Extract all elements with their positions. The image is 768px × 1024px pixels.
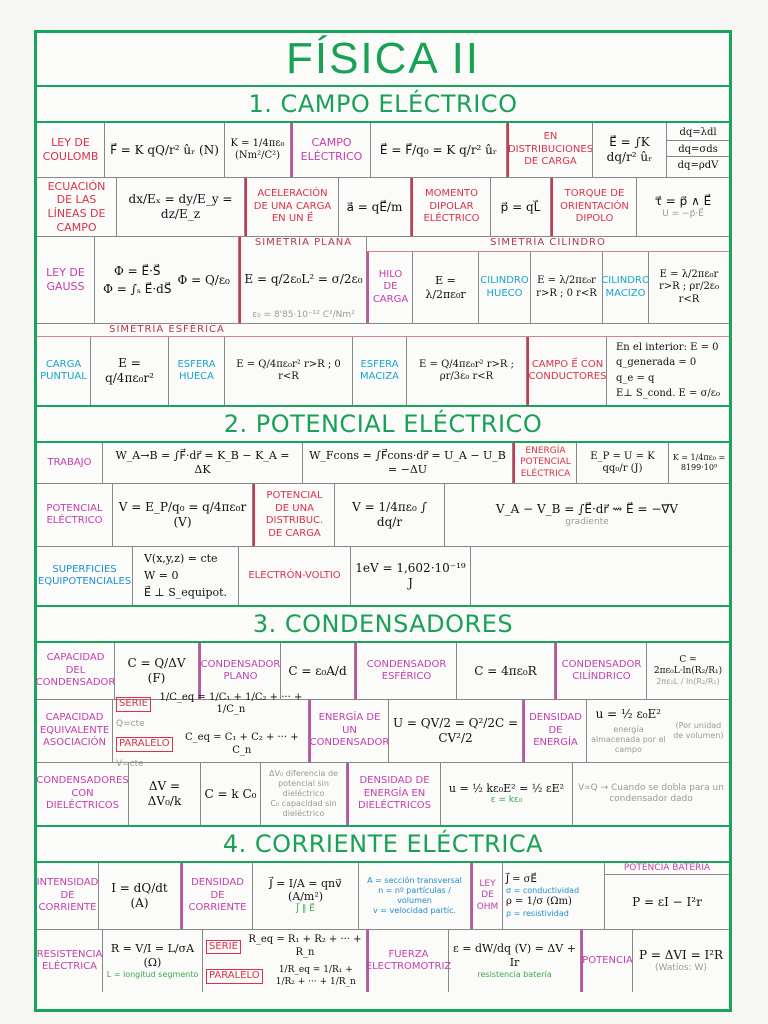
formula-electron-voltio: 1eV = 1,602·10⁻¹⁹ J xyxy=(351,547,471,605)
label-paralelo: PARALELO xyxy=(116,737,173,752)
formula-sheet xyxy=(34,30,732,1012)
formula-esfera-hueca: E = Q/4πε₀r² r>R ; 0 r<R xyxy=(225,337,353,405)
label-ley-coulomb: LEY DE COULOMB xyxy=(37,123,105,177)
fem-box xyxy=(449,930,581,992)
note-seccion: A = sección transversal xyxy=(367,876,462,885)
s4-row-1 xyxy=(37,863,729,930)
note-resistividad: ρ = resistividad xyxy=(506,908,569,918)
label-condensador-cilindrico: CONDENSADOR CILÍNDRICO xyxy=(555,643,647,699)
equipot-v: V(x,y,z) = cte xyxy=(143,552,218,566)
formula-energia-potencial: E_P = U = K qq₀/r (J) xyxy=(577,443,669,483)
variables-box xyxy=(359,863,471,929)
label-hilo: HILO DE CARGA xyxy=(367,252,413,323)
formula-carga-puntual: E = q/4πε₀r² xyxy=(91,337,169,405)
label-trabajo: TRABAJO xyxy=(37,443,103,483)
note-velocidad: v = velocidad partíc. xyxy=(372,906,457,915)
formula-capacidad: C = Q/ΔV (F) xyxy=(115,643,199,699)
section-3-header: 3. CONDENSADORES xyxy=(37,607,729,643)
label-condensador-esferico: CONDENSADOR ESFÉRICO xyxy=(355,643,457,699)
formula-ohm: J⃗ = σE⃗ xyxy=(506,873,537,885)
subhead-simetria-plana: SIMETRÍA PLANA xyxy=(254,237,353,248)
potencia-bateria-box xyxy=(605,863,729,929)
formula-lineas: dx/Eₓ = dy/E_y = dz/E_z xyxy=(117,178,245,236)
label-distribuciones: EN DISTRIBUCIONES DE CARGA xyxy=(507,123,593,177)
label-torque: TORQUE DE ORIENTACIÓN DIPOLO xyxy=(551,178,637,236)
formula-flujo-integral: Φ = ∫ₛ E⃗·dS⃗ xyxy=(103,281,172,296)
formula-torque: τ⃗ = p⃗ ∧ E⃗ xyxy=(654,193,712,208)
formula-cilindro-hueco: E = λ/2πε₀r r>R ; 0 r<R xyxy=(531,252,603,323)
note-conductividad: σ = conductividad xyxy=(506,886,580,895)
s2-row-2 xyxy=(37,484,729,547)
page-title: FÍSICA II xyxy=(285,34,481,83)
label-energia-condensador: ENERGÍA DE UN CONDENSADOR xyxy=(309,700,389,762)
note-epsilon-k: ε = kε₀ xyxy=(490,795,523,806)
note-dv0: ΔV₀ diferencia de potencial sin dieléctrico xyxy=(269,769,338,798)
note-j-paralelo: J⃗ ∥ E⃗ xyxy=(296,904,315,915)
formula-gauss: Φ = Q/ε₀ xyxy=(177,272,230,287)
conductor-interior: En el interior: E = 0 xyxy=(616,341,719,353)
label-aceleracion: ACELERACIÓN DE UNA CARGA EN UN E⃗ xyxy=(245,178,339,236)
subhead-esferica-row xyxy=(37,324,729,337)
dq-box xyxy=(667,123,729,177)
label-esfera-hueca: ESFERA HUECA xyxy=(169,337,225,405)
asociacion-box xyxy=(113,691,309,769)
formula-trabajo-conservativo: W_Fcons = ∫F⃗cons·dr⃗ = U_A − U_B = −ΔU xyxy=(303,443,513,483)
formula-serie-r: R_eq = R₁ + R₂ + ··· + R_n xyxy=(248,934,362,958)
densidad-corriente-box xyxy=(253,863,359,929)
simetria-plana-box xyxy=(239,237,367,323)
label-resistencia: RESISTENCIA ELÉCTRICA xyxy=(37,930,103,992)
cilindrico-box xyxy=(647,643,729,699)
potencia-box xyxy=(633,930,729,992)
resistencia-box xyxy=(103,930,203,992)
formula-paralelo: C_eq = C₁ + C₂ + ··· + C_n xyxy=(185,732,299,756)
label-ley-ohm: LEY DE OHM xyxy=(471,863,503,929)
gradiente-box xyxy=(445,484,729,546)
note-v-cte: V=cte xyxy=(116,759,144,769)
gauss-box xyxy=(95,237,239,323)
note-longitud: L = longitud segmento xyxy=(106,969,199,979)
formula-resistividad: ρ = 1/σ (Ωm) xyxy=(506,896,572,907)
label-electron-voltio: ELECTRÓN-VOLTIO xyxy=(239,547,351,605)
formula-plana: E = q/2ε₀L² = σ/2ε₀ xyxy=(244,272,363,287)
label-intensidad: INTENSIDAD DE CORRIENTE xyxy=(37,863,99,929)
label-potencia-bateria: POTENCIA BATERÍA xyxy=(605,863,729,875)
s1-row-3 xyxy=(37,237,729,324)
formula-cilindrico: C = 2πε₀L·ln(R₂/R₁) xyxy=(653,654,723,676)
formula-serie: 1/C_eq = 1/C₁ + 1/C₂ + ··· + 1/C_n xyxy=(159,691,303,716)
formula-paralelo-r: 1/R_eq = 1/R₁ + 1/R₂ + ··· + 1/R_n xyxy=(275,965,356,987)
formula-momento: p⃗ = qL⃗ xyxy=(491,178,551,236)
s4-row-2 xyxy=(37,930,729,992)
label-cilindro-macizo: CILINDRO MACIZO xyxy=(603,252,649,323)
label-lineas-campo: ECUACIÓN DE LAS LÍNEAS DE CAMPO xyxy=(37,178,117,236)
formula-densidad-corriente: J⃗ = I/A = qnv⃗ (A/m²) xyxy=(269,876,342,904)
note-proporcional: V∝Q → Cuando se dobla para un condensador dado xyxy=(578,782,724,804)
subhead-simetria-esferica: SIMETRÍA ESFÉRICA xyxy=(109,324,225,335)
formula-intensidad: I = dQ/dt (A) xyxy=(99,863,181,929)
formula-energia-dipolo: U = −p⃗·E⃗ xyxy=(662,208,704,219)
note-resistencia-bateria: resistencia batería xyxy=(477,969,552,979)
s1-row-1 xyxy=(37,123,729,178)
label-capacidad-equivalente: CAPACIDAD EQUIVALENTE ASOCIACIÓN xyxy=(37,700,113,762)
label-cilindro-hueco: CILINDRO HUECO xyxy=(479,252,531,323)
simetria-cilindro-box xyxy=(367,237,729,323)
label-campo-electrico: CAMPO ELÉCTRICO xyxy=(291,123,371,177)
formula-hilo: E = λ/2πε₀r xyxy=(413,252,479,323)
formula-c-dielectrico: C = k C₀ xyxy=(201,763,261,825)
formula-densidad-energia: u = ½ ε₀E² xyxy=(595,707,662,721)
formula-coulomb: F⃗ = K qQ/r² ûᵣ (N) xyxy=(105,123,225,177)
note-watios: (Watios: W) xyxy=(655,962,707,973)
note-particulas: n = nº partículas / volumen xyxy=(378,886,451,905)
label-dielectricos: CONDENSADORES CON DIELÉCTRICOS xyxy=(37,763,129,825)
formula-cilindro-macizo: E = λ/2πε₀r r>R ; ρr/2ε₀ r<R xyxy=(659,268,719,305)
s3-row-3 xyxy=(37,763,729,827)
label-condensador-plano: CONDENSADOR PLANO xyxy=(199,643,281,699)
conductores-box xyxy=(607,337,729,405)
formula-fem: ε = dW/dq (V) = ΔV + Ir xyxy=(453,942,576,969)
equipot-box xyxy=(133,547,239,605)
blank-cell xyxy=(471,547,729,605)
label-serie-r: SERIE xyxy=(206,940,241,955)
conductor-qgen: q_generada = 0 xyxy=(616,357,697,368)
label-paralelo-r: PARALELO xyxy=(206,969,263,984)
label-densidad-corriente: DENSIDAD DE CORRIENTE xyxy=(181,863,253,929)
label-energia-potencial: ENERGÍA POTENCIAL ELÉCTRICA xyxy=(513,443,577,483)
formula-flujo: Φ = E⃗·S⃗ xyxy=(114,263,161,278)
formula-k: K = 1/4πε₀ (Nm²/C²) xyxy=(225,123,291,177)
formula-potencial-distribucion: V = 1/4πε₀ ∫ dq/r xyxy=(335,484,445,546)
subhead-simetria-cilindro: SIMETRÍA CILINDRO xyxy=(367,237,729,252)
equipot-w: W = 0 xyxy=(143,569,179,583)
equipot-e: E⃗ ⊥ S_equipot. xyxy=(143,585,228,599)
label-momento-dipolar: MOMENTO DIPOLAR ELÉCTRICO xyxy=(411,178,491,236)
dq-surface: dq=σds xyxy=(667,144,729,158)
section-1-header: 1. CAMPO ELÉCTRICO xyxy=(37,85,729,123)
formula-aceleracion: a⃗ = qE⃗/m xyxy=(339,178,411,236)
formula-distribucion: E⃗ = ∫K dq/r² ûᵣ xyxy=(593,123,667,177)
label-potencial: POTENCIAL ELÉCTRICO xyxy=(37,484,113,546)
formula-resistencia: R = V/I = L/σA (Ω) xyxy=(110,942,195,969)
s2-row-3 xyxy=(37,547,729,607)
note-gradiente: gradiente xyxy=(565,516,609,527)
ohm-box xyxy=(503,863,605,929)
label-gauss: LEY DE GAUSS xyxy=(37,237,95,323)
note-c0: C₀ capacidad sin dieléctrico xyxy=(270,799,337,818)
s1-row-4 xyxy=(37,337,729,407)
dielectrico-notes xyxy=(261,763,347,825)
section-2-header: 2. POTENCIAL ELÉCTRICO xyxy=(37,407,729,443)
s1-row-2 xyxy=(37,178,729,237)
formula-dv-dielectrico: ΔV = ΔV₀/k xyxy=(129,763,201,825)
formula-cilindrico-alt: 2πε₀L / ln(R₂/R₁) xyxy=(656,677,720,687)
label-serie: SERIE xyxy=(116,697,151,712)
label-potencial-distribucion: POTENCIAL DE UNA DISTRIBUC. DE CARGA xyxy=(253,484,335,546)
label-densidad-energia: DENSIDAD DE ENERGÍA xyxy=(523,700,587,762)
formula-densidad-dielectrico: u = ½ kε₀E² = ½ εE² xyxy=(448,781,565,795)
formula-campo: E⃗ = F⃗/q₀ = K q/r² ûᵣ xyxy=(371,123,507,177)
label-superficies: SUPERFICIES EQUIPOTENCIALES xyxy=(37,547,133,605)
formula-energia-condensador: U = QV/2 = Q²/2C = CV²/2 xyxy=(389,700,523,762)
s2-row-1 xyxy=(37,443,729,484)
formula-trabajo: W_A→B = ∫F⃗·dr⃗ = K_B − K_A = ΔK xyxy=(103,443,303,483)
label-carga-puntual: CARGA PUNTUAL xyxy=(37,337,91,405)
asociacion-resistencias xyxy=(203,930,367,992)
dq-line: dq=λdl xyxy=(667,127,729,141)
formula-k-value: K = 1/4πε₀ = 8199·10⁹ xyxy=(672,453,726,472)
section-4-header: 4. CORRIENTE ELÉCTRICA xyxy=(37,827,729,863)
densidad-box xyxy=(587,700,729,762)
formula-esfera-maciza: E = Q/4πε₀r² r>R ; ρr/3ε₀ r<R xyxy=(407,337,527,405)
dq-volume: dq=ρdV xyxy=(677,160,719,172)
formula-potencial: V = E_P/q₀ = q/4πε₀r (V) xyxy=(113,484,253,546)
label-densidad-dielectricos: DENSIDAD DE ENERGÍA EN DIELÉCTRICOS xyxy=(347,763,441,825)
note-almacenada: energía almacenada por el campo xyxy=(591,725,666,754)
label-capacidad: CAPACIDAD DEL CONDENSADOR xyxy=(37,643,115,699)
note-unidad-volumen: (Por unidad de volumen) xyxy=(673,721,724,740)
label-conductores: CAMPO E⃗ CON CONDUCTORES xyxy=(527,337,607,405)
s3-row-2 xyxy=(37,691,729,769)
torque-box xyxy=(637,178,729,236)
conductor-qe: q_e = q xyxy=(616,372,655,384)
formula-potencia: P = ΔVI = I²R xyxy=(638,947,724,962)
formula-esferico: C = 4πε₀R xyxy=(457,643,555,699)
conductor-perpendicular: E⊥ S_cond. E = σ/ε₀ xyxy=(616,388,720,399)
formula-diferencia-potencial: V_A − V_B = ∫E⃗·dr⃗ ⇝ E⃗ = −∇⃗V xyxy=(495,501,679,516)
densidad-dielectrico-box xyxy=(441,763,573,825)
label-potencia: POTENCIA xyxy=(581,930,633,992)
note-q-cte: Q=cte xyxy=(116,718,145,729)
label-esfera-maciza: ESFERA MACIZA xyxy=(353,337,407,405)
label-fem: FUERZA ELECTROMOTRIZ xyxy=(367,930,449,992)
epsilon-value: ε₀ = 8'85·10⁻¹² C²/Nm² xyxy=(252,309,355,320)
formula-potencia-bateria: P = εI − I²r xyxy=(632,894,702,909)
formula-plano: C = ε₀A/d xyxy=(281,643,355,699)
